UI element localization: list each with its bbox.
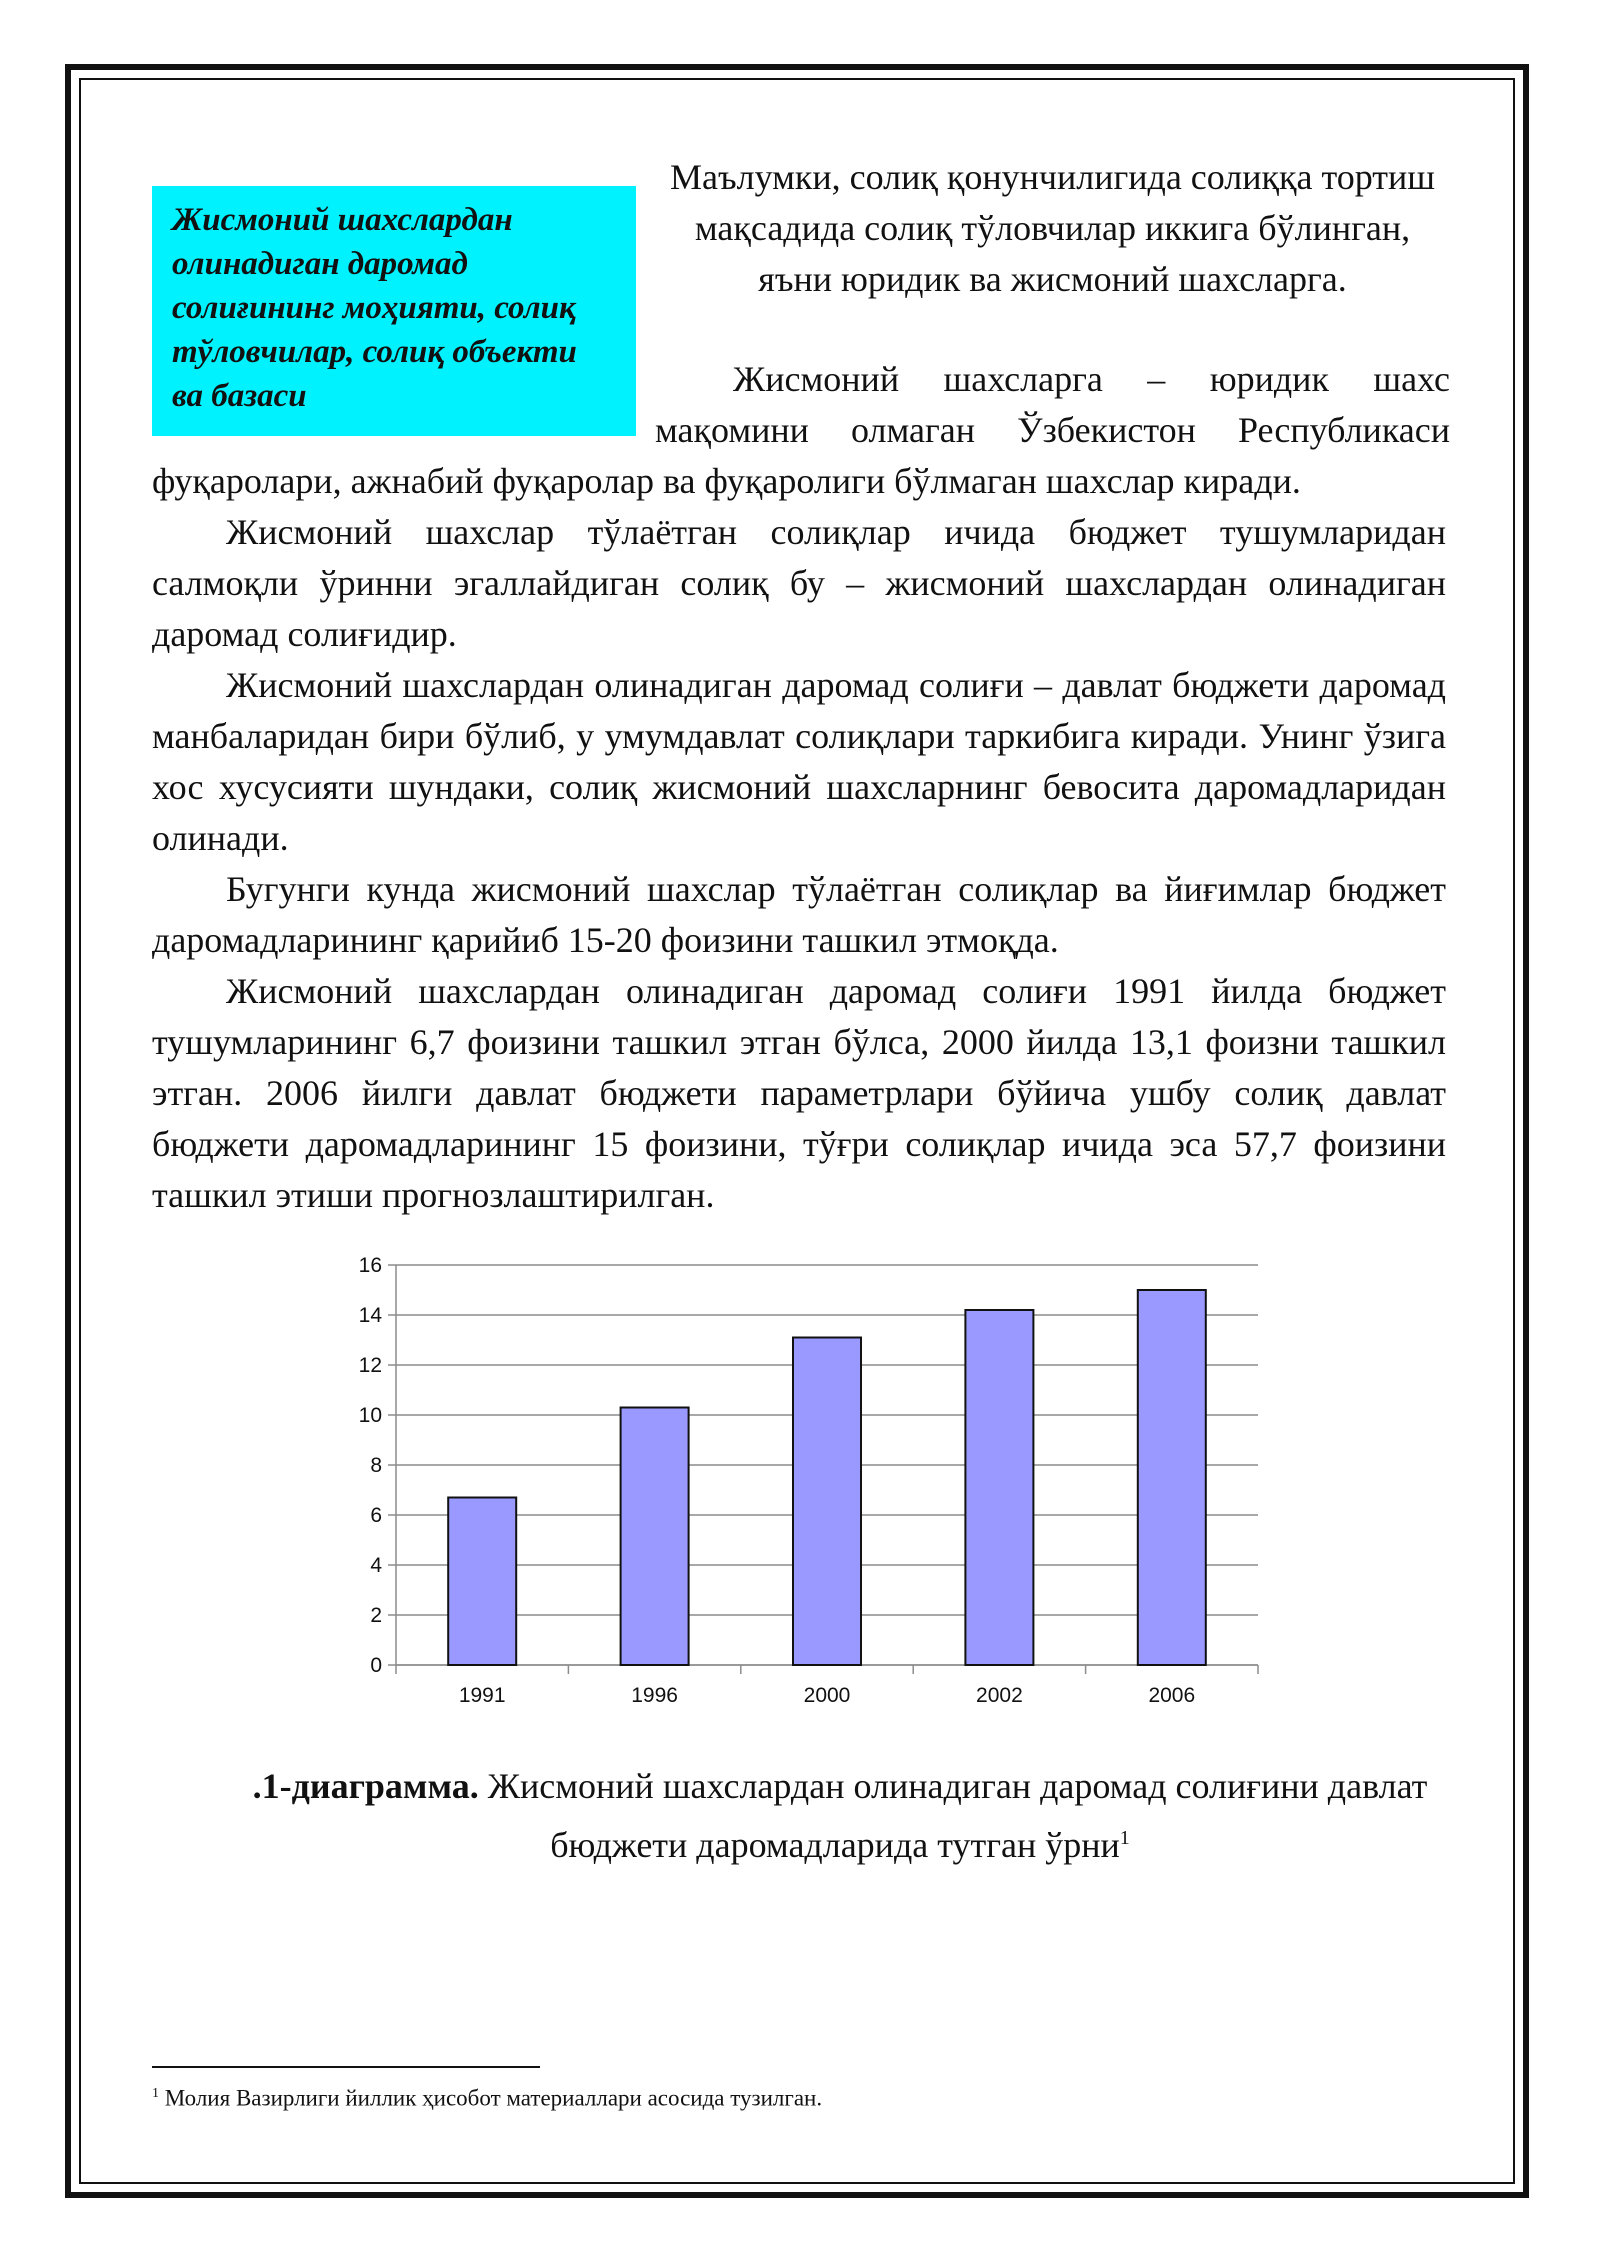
bar-1996	[621, 1408, 689, 1666]
figure-caption-label: .1-диаграмма.	[252, 1766, 479, 1806]
x-tick-label: 1996	[631, 1684, 678, 1707]
x-tick-label: 2000	[803, 1684, 851, 1707]
x-tick-label: 1991	[458, 1684, 506, 1707]
x-tick-label: 2002	[976, 1684, 1023, 1707]
y-tick-label: 4	[370, 1554, 382, 1577]
x-tick-label: 2006	[1148, 1684, 1196, 1707]
y-tick-label: 10	[358, 1404, 382, 1427]
figure-caption-text: Жисмоний шахслардан олинадиган даромад солиғини давлат бюджети даромадларида тутган ўрни	[487, 1766, 1428, 1865]
footnote-separator	[152, 2066, 540, 2068]
figure-caption	[220, 1760, 1460, 1871]
intro-paragraph-2-continuation: фуқаролари, ажнабий фуқаролар ва фуқаролиги бўлмаган шахслар киради.	[152, 461, 1301, 501]
y-tick-label: 0	[370, 1654, 382, 1677]
section-heading-box	[152, 186, 636, 436]
bar-2006	[1138, 1290, 1206, 1665]
footnote	[152, 2078, 1352, 2115]
paragraph-1: Жисмоний шахслар тўлаётган солиқлар ичида бюджет тушумларидан салмоқли ўринни эгаллайдиган солиқ бу – жисмоний шахслардан олинадиган даромад солиғидир.	[152, 512, 1446, 654]
bar-1991	[448, 1498, 516, 1666]
y-tick-label: 16	[358, 1254, 382, 1277]
y-tick-label: 2	[370, 1604, 382, 1627]
paragraph-4: Жисмоний шахслардан олинадиган даромад солиғи 1991 йилда бюджет тушумларининг 6,7 фоизини ташкил этган бўлса, 2000 йилда 13,1 фоизни ташкил этган. 2006 йилги давлат бюджети параметрлари бўйича ушбу солиқ давлат бюджети даромадларининг 15 фоизини, тўғри солиқлар ичида эса 57,7 фоизини ташкил этиши прогнозлаштирилган.	[152, 971, 1446, 1215]
bar-chart	[330, 1240, 1280, 1720]
bar-2002	[965, 1310, 1033, 1665]
footnote-text: Молия Вазирлиги йиллик ҳисобот материаллари асосида тузилган.	[164, 2085, 823, 2111]
y-tick-label: 12	[358, 1354, 382, 1377]
section-heading: Жисмоний шахслардан олинадиган даромад солиғининг моҳияти, солиқ тўловчилар, солиқ объекти ва базаси	[172, 202, 577, 414]
body-text	[152, 456, 1446, 1221]
intro-paragraph-2: Жисмоний шахсларга – юридик шахс мақомини олмаган Ўзбекистон Республикаси	[655, 359, 1450, 450]
paragraph-2: Жисмоний шахслардан олинадиган даромад солиғи – давлат бюджети даромад манбаларидан бири бўлиб, у умумдавлат солиқлари таркибига киради. Унинг ўзига хос хусусияти шундаки, солиқ жисмоний шахсларнинг бевосита даромадларидан олинади.	[152, 665, 1446, 858]
bar-chart-svg	[330, 1240, 1280, 1720]
bar-2000	[793, 1338, 861, 1666]
y-tick-label: 6	[370, 1504, 382, 1527]
footnote-ref: 1	[1119, 1827, 1130, 1849]
intro-paragraph-1: Маълумки, солиқ қонунчилигида солиққа тортиш мақсадида солиқ тўловчилар иккига бўлинган, яъни юридик ва жисмоний шахсларга.	[670, 157, 1435, 299]
footnote-mark: 1	[152, 2086, 159, 2101]
y-tick-label: 8	[370, 1454, 382, 1477]
y-tick-label: 14	[358, 1304, 382, 1327]
paragraph-3: Бугунги кунда жисмоний шахслар тўлаётган солиқлар ва йиғимлар бюджет даромадларининг қарийиб 15-20 фоизини ташкил этмоқда.	[152, 869, 1446, 960]
